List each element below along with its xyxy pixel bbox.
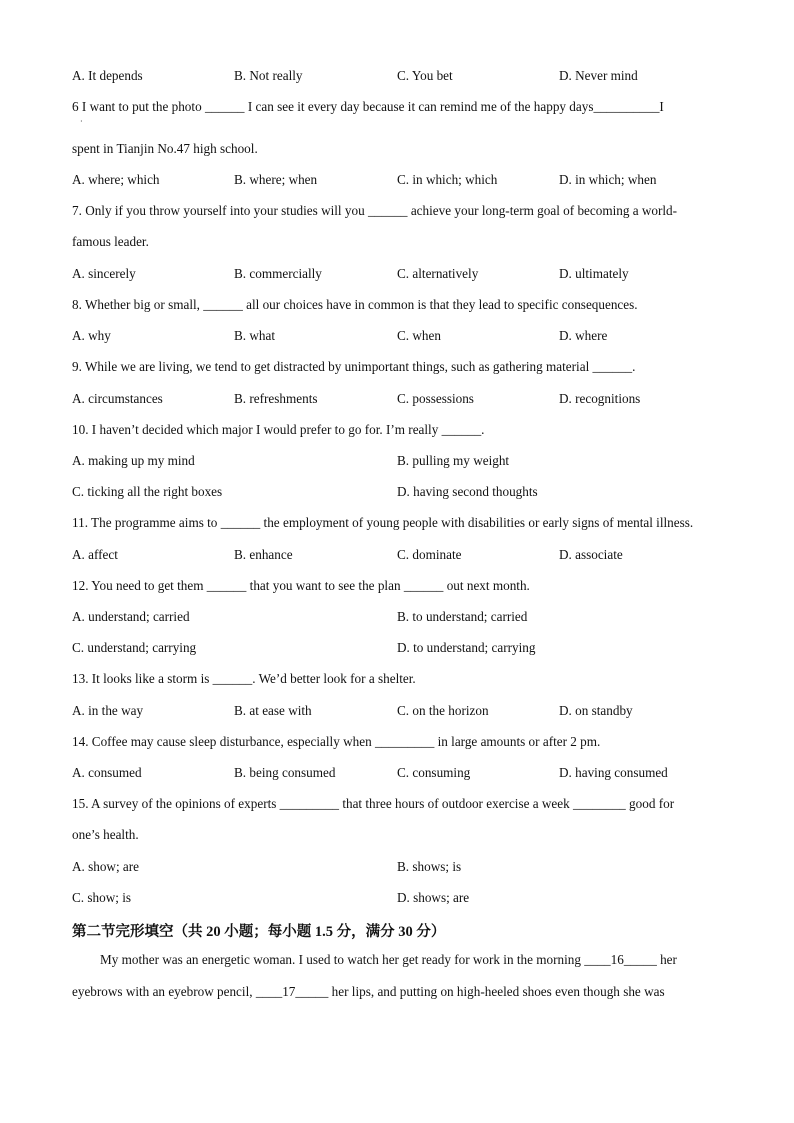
q5-option-c: C. You bet	[397, 68, 453, 83]
q11-option-d: D. associate	[559, 547, 623, 562]
q9-option-a: A. circumstances	[72, 391, 163, 406]
q15-option-d: D. shows; are	[397, 890, 470, 905]
q10-option-b: B. pulling my weight	[397, 453, 510, 468]
q6-option-a: A. where; which	[72, 172, 160, 187]
q12-stem: 12. You need to get them ______ that you want to see the plan ______ out next month.	[72, 578, 530, 593]
q5-option-a: A. It depends	[72, 68, 143, 83]
q5-option-d: D. Never mind	[559, 68, 638, 83]
q11-option-b: B. enhance	[234, 547, 293, 562]
q12-option-b: B. to understand; carried	[397, 609, 528, 624]
q7-option-c: C. alternatively	[397, 266, 479, 281]
q10-option-d: D. having second thoughts	[397, 484, 538, 499]
q6-option-b: B. where; when	[234, 172, 318, 187]
q15-option-a: A. show; are	[72, 859, 140, 874]
q5-option-b: B. Not really	[234, 68, 303, 83]
q13-option-d: D. on standby	[559, 703, 633, 718]
q8-option-c: C. when	[397, 328, 441, 343]
cloze-paragraph-line2: eyebrows with an eyebrow pencil, ____17_____ her lips, and putting on high-heeled shoes even though she was	[72, 984, 665, 999]
q8-option-d: D. where	[559, 328, 608, 343]
q6-stem-line2: spent in Tianjin No.47 high school.	[72, 141, 258, 156]
q6-stem-line1: 6 I want to put the photo ______ I can see it every day because it can remind me of the happy days__________I	[72, 99, 664, 114]
q11-stem: 11. The programme aims to ______ the employment of young people with disabilities or early signs of mental illness.	[72, 515, 694, 530]
q8-option-b: B. what	[234, 328, 276, 343]
q13-option-a: A. in the way	[72, 703, 144, 718]
q10-option-a: A. making up my mind	[72, 453, 195, 468]
cloze-paragraph-line1: My mother was an energetic woman. I used to watch her get ready for work in the morning ____16_____ her	[100, 952, 677, 967]
q14-stem: 14. Coffee may cause sleep disturbance, especially when _________ in large amounts or after 2 pm.	[72, 734, 601, 749]
q7-stem-line1: 7. Only if you throw yourself into your studies will you ______ achieve your long-term goal of becoming a world-	[72, 203, 678, 218]
q11-option-c: C. dominate	[397, 547, 462, 562]
q10-option-c: C. ticking all the right boxes	[72, 484, 223, 499]
section-heading: 第二节完形填空（共 20 小题；每小题 1.5 分，满分 30 分）	[72, 924, 446, 940]
q15-stem-line2: one’s health.	[72, 827, 139, 842]
q8-stem: 8. Whether big or small, ______ all our choices have in common is that they lead to specific consequences.	[72, 297, 638, 312]
q9-option-b: B. refreshments	[234, 391, 318, 406]
q7-option-a: A. sincerely	[72, 266, 136, 281]
q14-option-d: D. having consumed	[559, 765, 668, 780]
q6-option-d: D. in which; when	[559, 172, 657, 187]
q7-option-b: B. commercially	[234, 266, 322, 281]
q13-stem: 13. It looks like a storm is ______. We’d better look for a shelter.	[72, 671, 416, 686]
q15-option-c: C. show; is	[72, 890, 131, 905]
q14-option-c: C. consuming	[397, 765, 471, 780]
q12-option-a: A. understand; carried	[72, 609, 190, 624]
q15-stem-line1: 15. A survey of the opinions of experts _________ that three hours of outdoor exercise a week ________ good for	[72, 796, 675, 811]
q14-option-b: B. being consumed	[234, 765, 336, 780]
q7-option-d: D. ultimately	[559, 266, 629, 281]
q12-option-c: C. understand; carrying	[72, 640, 197, 655]
q14-option-a: A. consumed	[72, 765, 142, 780]
q9-option-c: C. possessions	[397, 391, 474, 406]
q6-marker: ·	[80, 117, 83, 126]
q11-option-a: A. affect	[72, 547, 118, 562]
q9-option-d: D. recognitions	[559, 391, 641, 406]
q7-stem-line2: famous leader.	[72, 234, 149, 249]
q6-option-c: C. in which; which	[397, 172, 498, 187]
q9-stem: 9. While we are living, we tend to get distracted by unimportant things, such as gathering material ______.	[72, 359, 636, 374]
q13-option-c: C. on the horizon	[397, 703, 489, 718]
q10-stem: 10. I haven’t decided which major I would prefer to go for. I’m really ______.	[72, 422, 485, 437]
q13-option-b: B. at ease with	[234, 703, 312, 718]
q8-option-a: A. why	[72, 328, 111, 343]
q12-option-d: D. to understand; carrying	[397, 640, 536, 655]
q15-option-b: B. shows; is	[397, 859, 462, 874]
